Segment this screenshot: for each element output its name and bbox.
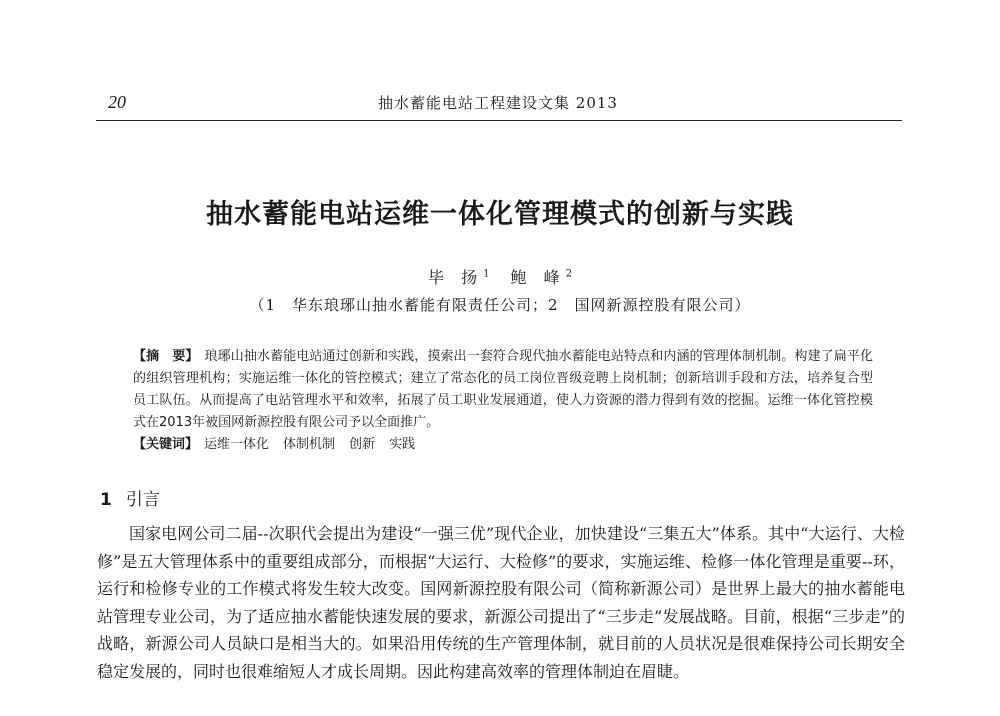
article-title: 抽水蓄能电站运维一体化管理模式的创新与实践 xyxy=(206,199,794,230)
header-rule xyxy=(96,120,902,121)
affiliation: （1 华东琅琊山抽水蓄能有限责任公司；2 国网新源控股有限公司） xyxy=(249,296,751,314)
author-affiliation-mark: 1 xyxy=(483,268,490,280)
section-heading xyxy=(100,485,160,510)
author-1 xyxy=(428,268,489,287)
running-header xyxy=(96,88,902,116)
keywords xyxy=(133,434,873,456)
author-name: 鲍 峰 xyxy=(510,268,566,287)
author-list xyxy=(0,265,1000,288)
abstract xyxy=(133,346,873,434)
author-2 xyxy=(511,268,572,287)
body-paragraph: 国家电网公司二届--次职代会提出为建设“一强三优”现代企业，加快建设“三集五大”体系。其中“大运行、大检修”是五大管理体系中的重要组成部分，而根据“大运行、大检修”的要求，实施运维、检修一体化管理是重要--环，运行和检修专业的工作模式将发生较大改变。国网新源控股有限公司（简称新源公司）是世界上最大的抽水蓄能电站管理专业公司，为了适应抽水蓄能快速发展的要求，新源公司提出了“三步走”发展战略。目前，根据“三步走”的战略，新源公司人员缺口是相当大的。如果沿用传统的生产管理体制，就目前的人员状况是很难保持公司长期安全稳定发展的，同时也很难缩短人才成长周期。因此构建高效率的管理体制迫在眉睫。 xyxy=(97,524,905,681)
abstract-block xyxy=(133,346,873,456)
author-affiliation-mark: 2 xyxy=(565,268,573,280)
abstract-label: 【摘 要】 xyxy=(133,349,199,364)
author-name: 毕 扬 xyxy=(427,268,484,287)
section-title: 引言 xyxy=(125,490,160,510)
keywords-label: 【关键词】 xyxy=(133,437,199,452)
keyword: 运维一体化 xyxy=(204,437,270,452)
keyword: 创新 xyxy=(349,437,376,452)
keyword: 实践 xyxy=(389,437,416,452)
page-number: 20 xyxy=(108,92,126,112)
section-number: 1 xyxy=(100,490,112,510)
abstract-text: 琅琊山抽水蓄能电站通过创新和实践，摸索出一套符合现代抽水蓄能电站特点和内涵的管理体制机制。构建了扁平化的组织管理机构；实施运维一体化的管控模式；建立了常态化的员工岗位晋级竞聘上岗机制；创新培训手段和方法，培养复合型员工队伍。从而提高了电站管理水平和效率，拓展了员工职业发展通道，使人力资源的潜力得到有效的挖掘。运维一体化管控模式在2013年被国网新源控股有限公司予以全面推广。 xyxy=(133,349,873,430)
keyword: 体制机制 xyxy=(283,437,336,452)
running-title: 抽水蓄能电站工程建设文集 2013 xyxy=(378,94,618,112)
